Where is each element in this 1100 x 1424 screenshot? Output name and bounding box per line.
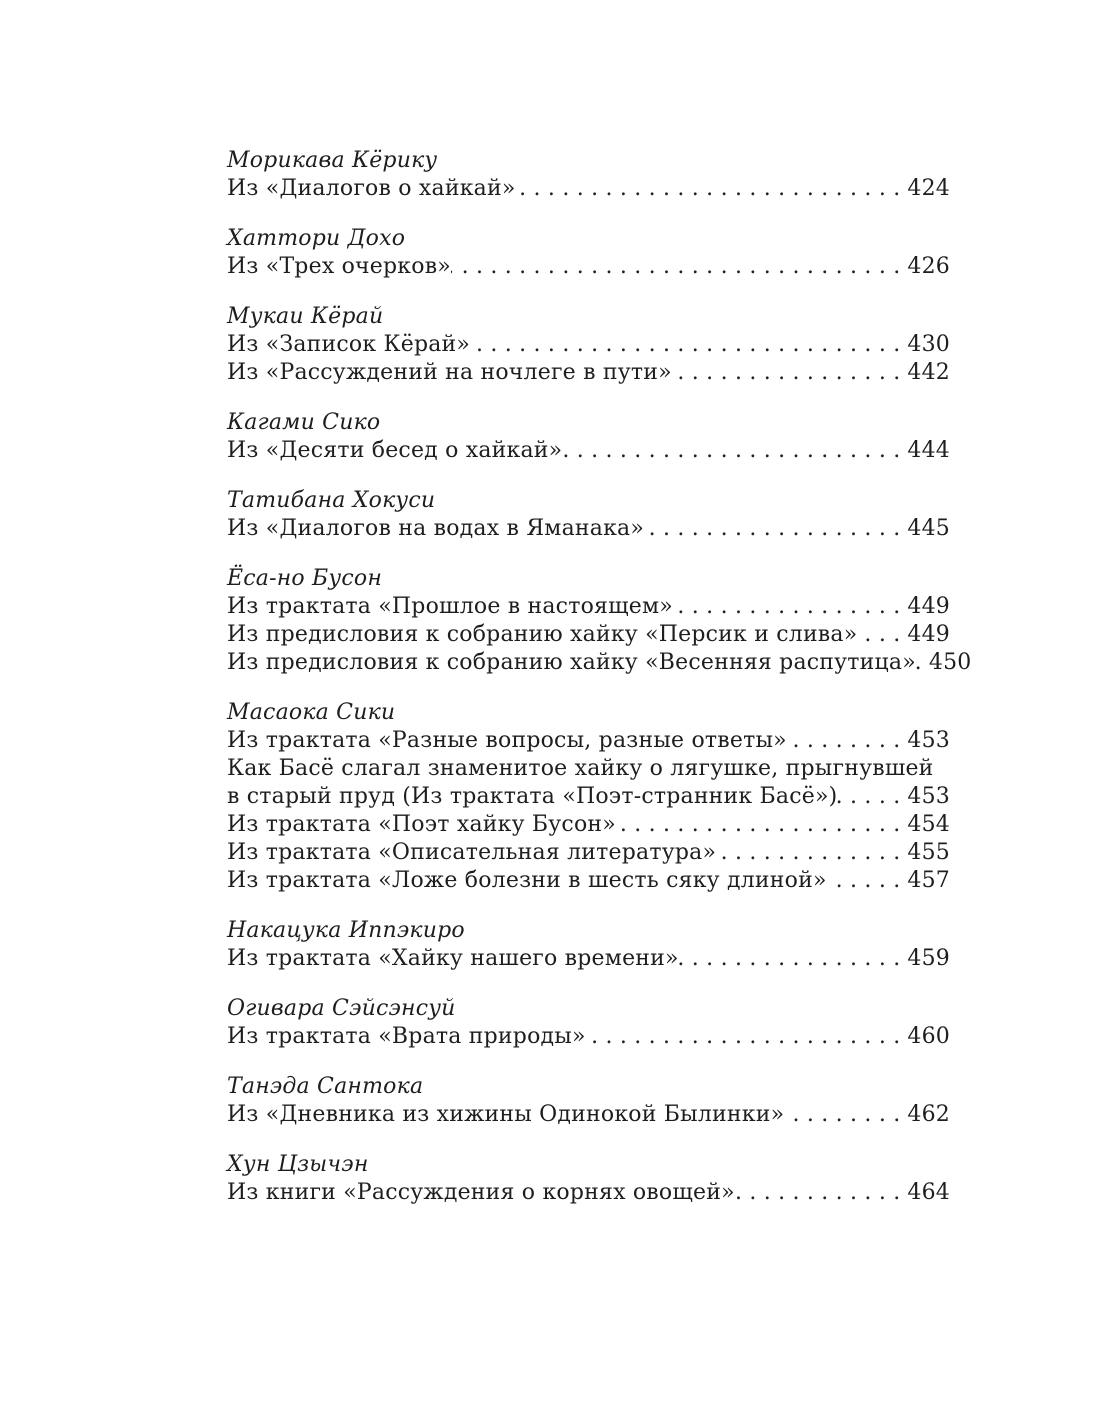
- toc-section: [227, 303, 950, 387]
- toc-entry: [227, 437, 950, 465]
- section-entries: [227, 175, 950, 203]
- entry-page-number: 455: [907, 840, 950, 865]
- toc-entry: [227, 649, 972, 677]
- entry-page-number: 459: [907, 946, 950, 971]
- author-name: Танэда Сантока: [227, 1074, 424, 1099]
- toc-section: [227, 225, 950, 281]
- section-entries: [227, 1101, 950, 1129]
- toc-section: [227, 995, 950, 1051]
- toc-section: [227, 409, 950, 465]
- entry-page-number: 430: [907, 332, 950, 357]
- entry-page-number: 453: [907, 784, 950, 809]
- dot-leader: [451, 253, 907, 281]
- entry-page-number: 450: [928, 650, 972, 675]
- toc-entry: [227, 727, 950, 755]
- toc-entry: [227, 359, 950, 387]
- section-entries: [227, 727, 950, 895]
- entry-page-number: 442: [907, 360, 950, 385]
- dot-leader: [716, 839, 907, 867]
- toc-entry: [227, 783, 950, 811]
- dot-leader: [516, 175, 908, 203]
- section-entries: [227, 331, 950, 387]
- section-entries: [227, 593, 972, 677]
- dot-leader: [837, 783, 907, 811]
- toc-section: [227, 147, 950, 203]
- toc-entry: [227, 593, 950, 621]
- toc-section: [227, 1151, 950, 1207]
- dot-leader: [616, 811, 907, 839]
- author-name: Накацука Иппэкиро: [227, 918, 465, 943]
- dot-leader: [735, 1179, 908, 1207]
- toc-entry: [227, 1101, 950, 1129]
- entry-title: Из предисловия к собранию хайку «Персик и слива»: [227, 622, 858, 647]
- toc-entry: [227, 621, 950, 649]
- entry-page-number: 453: [907, 728, 950, 753]
- toc-section: [227, 917, 950, 973]
- section-entries: [227, 515, 950, 543]
- entry-title-wrap-line: Как Басё слагал знаменитое хайку о лягушке, прыгнувшей: [227, 756, 934, 781]
- dot-leader: [562, 437, 907, 465]
- entry-title: Из «Диалогов о хайкай»: [227, 176, 516, 201]
- entry-title: Из трактата «Врата природы»: [227, 1024, 586, 1049]
- toc-entry: [227, 331, 950, 359]
- entry-title: Из «Рассуждений на ночлеге в пути»: [227, 360, 672, 385]
- entry-title: Из «Десяти бесед о хайкай»: [227, 438, 563, 463]
- author-name: Морикава Кёрику: [227, 148, 438, 173]
- section-entries: [227, 945, 950, 973]
- dot-leader: [673, 593, 907, 621]
- entry-page-number: 449: [907, 622, 950, 647]
- entry-page-number: 424: [907, 176, 950, 201]
- dot-leader: [470, 331, 907, 359]
- toc-entry: [227, 253, 950, 281]
- entry-page-number: 445: [907, 516, 950, 541]
- toc-section: [227, 487, 950, 543]
- section-entries: [227, 1179, 950, 1207]
- entry-page-number: 460: [907, 1024, 950, 1049]
- dot-leader: [679, 945, 908, 973]
- toc-section: [227, 1073, 950, 1129]
- entry-title: Из трактата «Хайку нашего времени»: [227, 946, 679, 971]
- entry-title: Из трактата «Поэт хайку Бусон»: [227, 812, 616, 837]
- entry-page-number: 457: [907, 868, 950, 893]
- entry-title: Из трактата «Ложе болезни в шесть сяку длиной»: [227, 868, 827, 893]
- toc-entry: [227, 839, 950, 867]
- entry-title: Из трактата «Прошлое в настоящем»: [227, 594, 673, 619]
- author-name: Татибана Хокуси: [227, 488, 436, 513]
- author-name: Масаока Сики: [227, 700, 396, 725]
- dot-leader: [787, 727, 908, 755]
- entry-page-number: 454: [907, 812, 950, 837]
- section-entries: [227, 253, 950, 281]
- section-entries: [227, 437, 950, 465]
- dot-leader: [857, 621, 907, 649]
- author-name: Огивара Сэйсэнсуй: [227, 996, 456, 1021]
- entry-title: Из «Дневника из хижины Одинокой Былинки»: [227, 1102, 785, 1127]
- toc-entry: [227, 515, 950, 543]
- author-name: Ёса-но Бусон: [227, 566, 383, 591]
- dot-leader: [644, 515, 907, 543]
- entry-page-number: 426: [907, 254, 950, 279]
- toc-entry: [227, 811, 950, 839]
- entry-title: в старый пруд (Из трактата «Поэт-странник Басё»): [227, 784, 838, 809]
- entry-page-number: 449: [907, 594, 950, 619]
- entry-page-number: 462: [907, 1102, 950, 1127]
- dot-leader: [827, 867, 908, 895]
- author-name: Хун Цзычэн: [227, 1152, 369, 1177]
- entry-title: Из книги «Рассуждения о корнях овощей»: [227, 1180, 735, 1205]
- author-name: Хаттори Дохо: [227, 226, 406, 251]
- entry-title: Из трактата «Разные вопросы, разные ответы»: [227, 728, 787, 753]
- entry-title: Из предисловия к собранию хайку «Весенняя распутица»: [227, 650, 916, 675]
- author-name: Кагами Сико: [227, 410, 381, 435]
- section-entries: [227, 1023, 950, 1051]
- toc-entry: [227, 867, 950, 895]
- toc-section: [227, 565, 972, 677]
- entry-title: Из «Записок Кёрай»: [227, 332, 471, 357]
- entry-title: Из трактата «Описательная литература»: [227, 840, 717, 865]
- toc-section: [227, 699, 950, 895]
- toc-entry: [227, 175, 950, 203]
- toc-entry: [227, 945, 950, 973]
- dot-leader: [672, 359, 908, 387]
- toc-entry: [227, 1179, 950, 1207]
- toc-entry: [227, 1023, 950, 1051]
- entry-title: Из «Трех очерков»: [227, 254, 451, 279]
- entry-page-number: 444: [907, 438, 950, 463]
- entry-title: Из «Диалогов на водах в Яманака»: [227, 516, 645, 541]
- author-name: Мукаи Кёрай: [227, 304, 384, 329]
- toc-content: [227, 147, 972, 1207]
- entry-page-number: 464: [907, 1180, 950, 1205]
- dot-leader: [916, 649, 929, 677]
- dot-leader: [586, 1023, 908, 1051]
- dot-leader: [784, 1101, 907, 1129]
